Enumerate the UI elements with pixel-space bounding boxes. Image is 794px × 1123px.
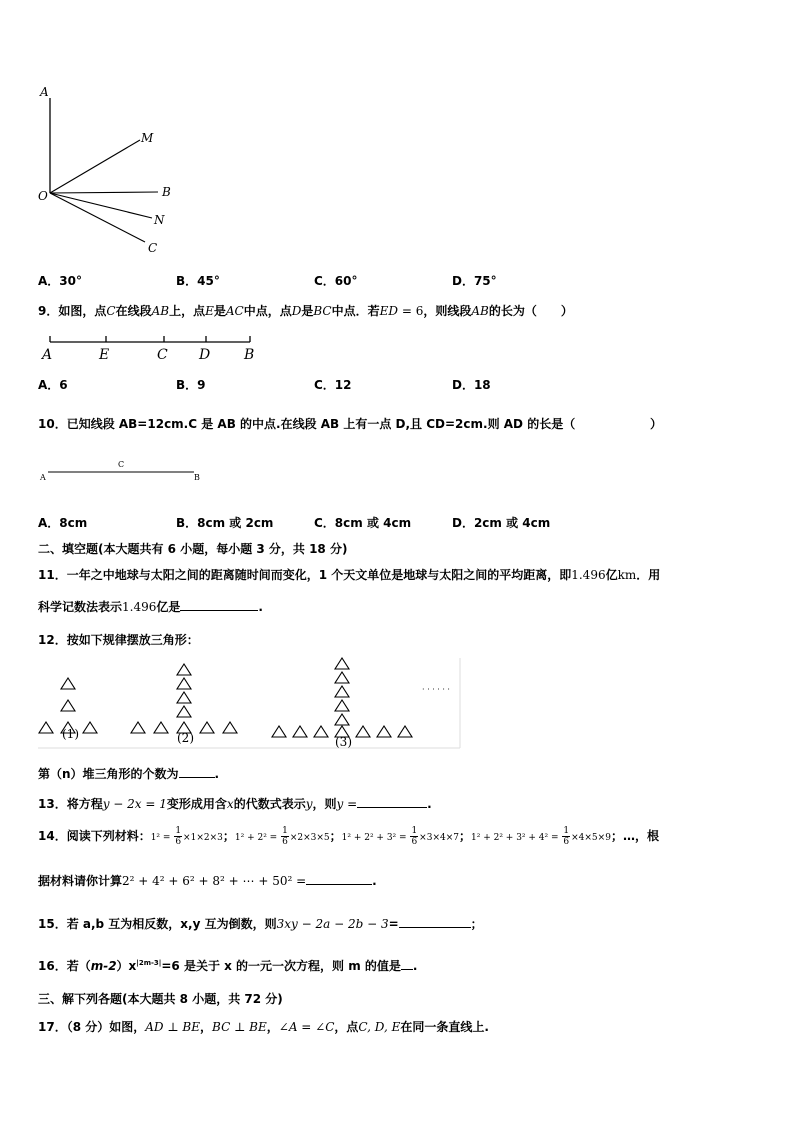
segment-figure-q10 [36, 456, 206, 486]
label-B: B [162, 185, 171, 199]
triangle-mark [335, 672, 349, 683]
q10-label-C: C [118, 460, 125, 469]
triangle-mark [335, 658, 349, 669]
triangle-mark [223, 722, 237, 733]
q9-label-A: A [42, 347, 53, 363]
q14-line2: 据材料请你计算2² + 4² + 6² + 8² + ⋯ + 50² = . [38, 874, 377, 888]
caption-3: (3) [335, 735, 352, 749]
q14-answer-blank[interactable] [306, 872, 372, 885]
triangle-mark [61, 678, 75, 689]
triangle-mark [177, 664, 191, 675]
q8-option-a: A．30° [38, 274, 82, 288]
triangle-mark [356, 726, 370, 737]
triangle-mark [314, 726, 328, 737]
triangle-mark [293, 726, 307, 737]
triangle-mark [200, 722, 214, 733]
segment-figure-q9 [36, 330, 266, 366]
triangle-mark [131, 722, 145, 733]
q10-option-b: B．8cm 或 2cm [176, 516, 274, 530]
q9-label-B: B [244, 347, 255, 363]
q9-label-D: D [199, 347, 211, 363]
triangle-mark [335, 686, 349, 697]
triangle-mark [83, 722, 97, 733]
q9-option-c: C．12 [314, 378, 352, 392]
triangle-mark [377, 726, 391, 737]
q11-line2: 科学记数法表示1.496亿是 . [38, 600, 263, 614]
q10-paren-close: ） [650, 417, 663, 431]
q10-label-A: A [40, 473, 46, 482]
q12-stem: 12．按如下规律摆放三角形： [38, 633, 199, 647]
label-A: A [40, 85, 49, 99]
triangle-mark [272, 726, 286, 737]
label-N: N [154, 213, 165, 227]
triangle-mark [335, 700, 349, 711]
q15-answer-blank[interactable] [399, 915, 471, 928]
q10-option-d: D．2cm 或 4cm [452, 516, 551, 530]
triangle-mark [177, 678, 191, 689]
ellipsis-dots: · · · · · · [422, 685, 450, 694]
q13-answer-blank[interactable] [357, 795, 427, 808]
q11-line1: 11．一年之中地球与太阳之间的距离随时间而变化，1 个天文单位是地球与太阳之间的平均距离，即1.496亿km．用 [38, 568, 661, 582]
triangle-pattern-figure [36, 656, 462, 752]
q9-option-d: D．18 [452, 378, 491, 392]
q10-option-a: A．8cm [38, 516, 88, 530]
label-O: O [38, 189, 48, 203]
q9-label-E: E [99, 347, 110, 363]
q12-question: 第（n）堆三角形的个数为 . [38, 767, 220, 781]
q10-label-B: B [194, 473, 200, 482]
section-2-heading: 二、填空题(本大题共有 6 小题，每小题 3 分，共 18 分) [38, 542, 348, 556]
section-3-heading: 三、解下列各题(本大题共 8 小题，共 72 分) [38, 992, 283, 1006]
q17-stem: 17．（8 分）如图，AD ⊥ BE，BC ⊥ BE，∠A = ∠C，点C, D, E在同一条直线上. [38, 1020, 489, 1034]
q13-stem: 13．将方程y − 2x = 1变形成用含x的代数式表示y，则y = . [38, 797, 432, 811]
triangle-mark [39, 722, 53, 733]
angle-figure [30, 80, 180, 260]
triangle-mark [398, 726, 412, 737]
triangle-mark [177, 692, 191, 703]
label-M: M [141, 131, 154, 145]
q8-option-c: C．60° [314, 274, 358, 288]
q15-stem: 15．若 a,b 互为相反数，x,y 互为倒数，则3xy − 2a − 2b − 3= ； [38, 917, 483, 931]
triangle-mark [177, 706, 191, 717]
q12-answer-blank[interactable] [179, 765, 215, 778]
caption-1: (1) [62, 727, 79, 741]
q11-answer-blank[interactable] [180, 598, 258, 611]
label-C: C [148, 241, 158, 255]
q10-option-c: C．8cm 或 4cm [314, 516, 412, 530]
q16-answer-blank[interactable] [401, 957, 413, 970]
q14-line1: 14．阅读下列材料：1² = $\frac{1}{6}$ ×1×2×3；1² + 2² = $\frac{1}{6}$ ×2×3×5；1² + 2² + 3² = $\frac{1}{6}$ ×3×4×7；1² + 2² + 3² + 4² = $\frac{1}{6}$ ×4×5×9；…，根 [38, 826, 659, 847]
q9-option-b: B．9 [176, 378, 206, 392]
q16-stem: 16．若$(m-2)x^{|2m-3|}=6$ 是关于 x 的一元一次方程，则 m 的值是 . [38, 959, 418, 973]
q9-option-a: A．6 [38, 378, 68, 392]
triangle-mark [154, 722, 168, 733]
q10-stem: 10．已知线段 AB=12cm.C 是 AB 的中点.在线段 AB 上有一点 D,且 CD=2cm.则 AD 的长是（ [38, 417, 576, 431]
q9-stem: 9．如图，点C在线段AB上，点E是AC中点，点D是BC中点．若ED = 6，则线段AB的长为（ ） [38, 304, 573, 318]
caption-2: (2) [177, 731, 194, 745]
triangle-mark [335, 714, 349, 725]
triangle-mark [61, 700, 75, 711]
q8-option-b: B．45° [176, 274, 220, 288]
q9-label-C: C [157, 347, 168, 363]
q8-option-d: D．75° [452, 274, 497, 288]
